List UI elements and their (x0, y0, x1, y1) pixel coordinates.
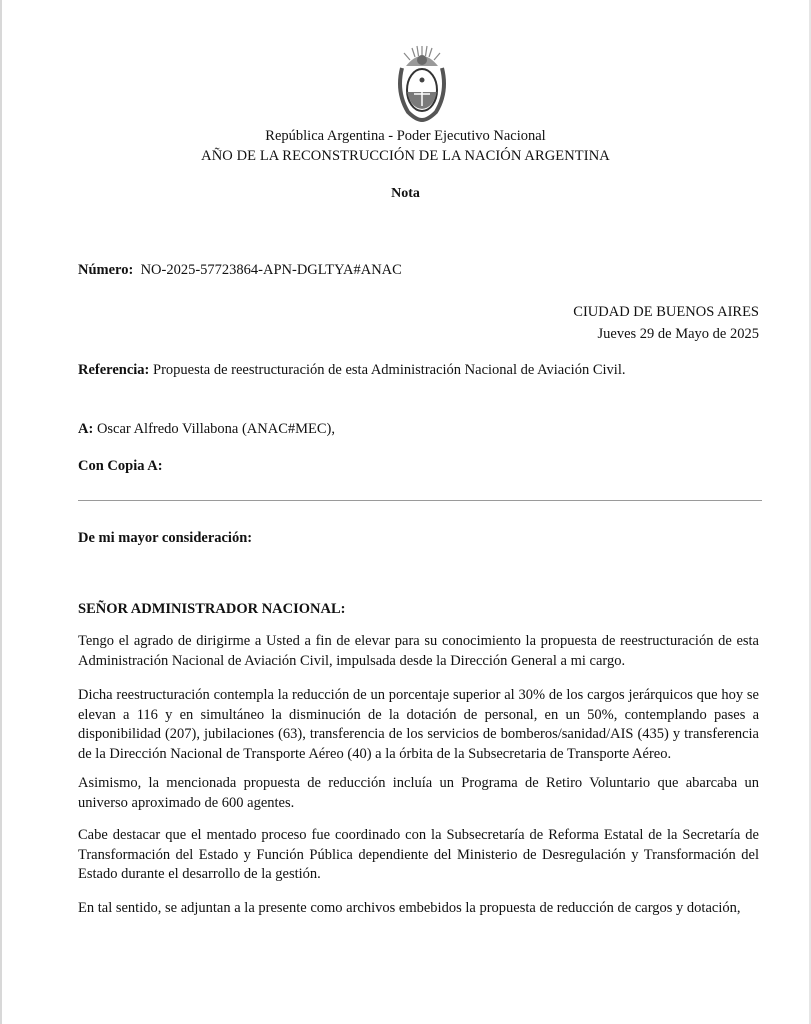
body-paragraph-1: Tengo el agrado de dirigirme a Usted a fin de elevar para su conocimiento la propuesta de reestructuración de esta Administración Nacional de Aviación Civil, impulsada desde la Dirección General a mi cargo. (78, 633, 759, 669)
recipient-label: A: (78, 421, 94, 437)
header-line-year-motto: AÑO DE LA RECONSTRUCCIÓN DE LA NACIÓN ARGENTINA (201, 148, 610, 164)
referencia-line (78, 362, 625, 379)
city-line: CIUDAD DE BUENOS AIRES (573, 304, 759, 320)
argentina-coat-of-arms-icon (394, 44, 450, 124)
greeting: De mi mayor consideración: (78, 530, 253, 546)
body-paragraph-3: Asimismo, la mencionada propuesta de reducción incluía un Programa de Retiro Voluntario que abarcaba un universo aproximado de 600 agentes. (78, 775, 759, 811)
divider (78, 500, 762, 501)
document-type-title: Nota (391, 186, 420, 201)
numero-line (78, 262, 402, 279)
header-line-government: República Argentina - Poder Ejecutivo Nacional (265, 128, 546, 144)
numero-value: NO-2025-57723864-APN-DGLTYA#ANAC (140, 262, 402, 278)
referencia-label: Referencia: (78, 362, 150, 378)
numero-label: Número: (78, 262, 134, 278)
cc-label: Con Copia A: (78, 458, 163, 474)
salutation: SEÑOR ADMINISTRADOR NACIONAL: (78, 601, 346, 617)
recipient-value: Oscar Alfredo Villabona (ANAC#MEC), (96, 421, 336, 437)
body-paragraph-4: Cabe destacar que el mentado proceso fue coordinado con la Subsecretaría de Reforma Estatal de la Secretaría de Transformación del Estado y Función Pública dependiente del Ministerio de Desregulación y Transformación del Estado durante el desarrollo de la gestión. (78, 827, 759, 882)
referencia-value: Propuesta de reestructuración de esta Administración Nacional de Aviación Civil. (153, 362, 626, 378)
body-paragraph-2: Dicha reestructuración contempla la reducción de un porcentaje superior al 30% de los cargos jerárquicos que hoy se elevan a 116 y en simultáneo la disminución de la dotación de personal, en un 50%, contemplando pases a disponibilidad (207), jubilaciones (63), transferencia de los servicios de bomberos/sanidad/AIS (435) y transferencia de la Dirección Nacional de Transporte Aéreo (40) a la órbita de la Subsecretaria de Transporte Aéreo. (78, 687, 759, 762)
date-line: Jueves 29 de Mayo de 2025 (597, 326, 759, 342)
body-paragraph-5: En tal sentido, se adjuntan a la presente como archivos embebidos la propuesta de reducción de cargos y dotación, (78, 900, 741, 916)
recipient-line (78, 421, 335, 438)
